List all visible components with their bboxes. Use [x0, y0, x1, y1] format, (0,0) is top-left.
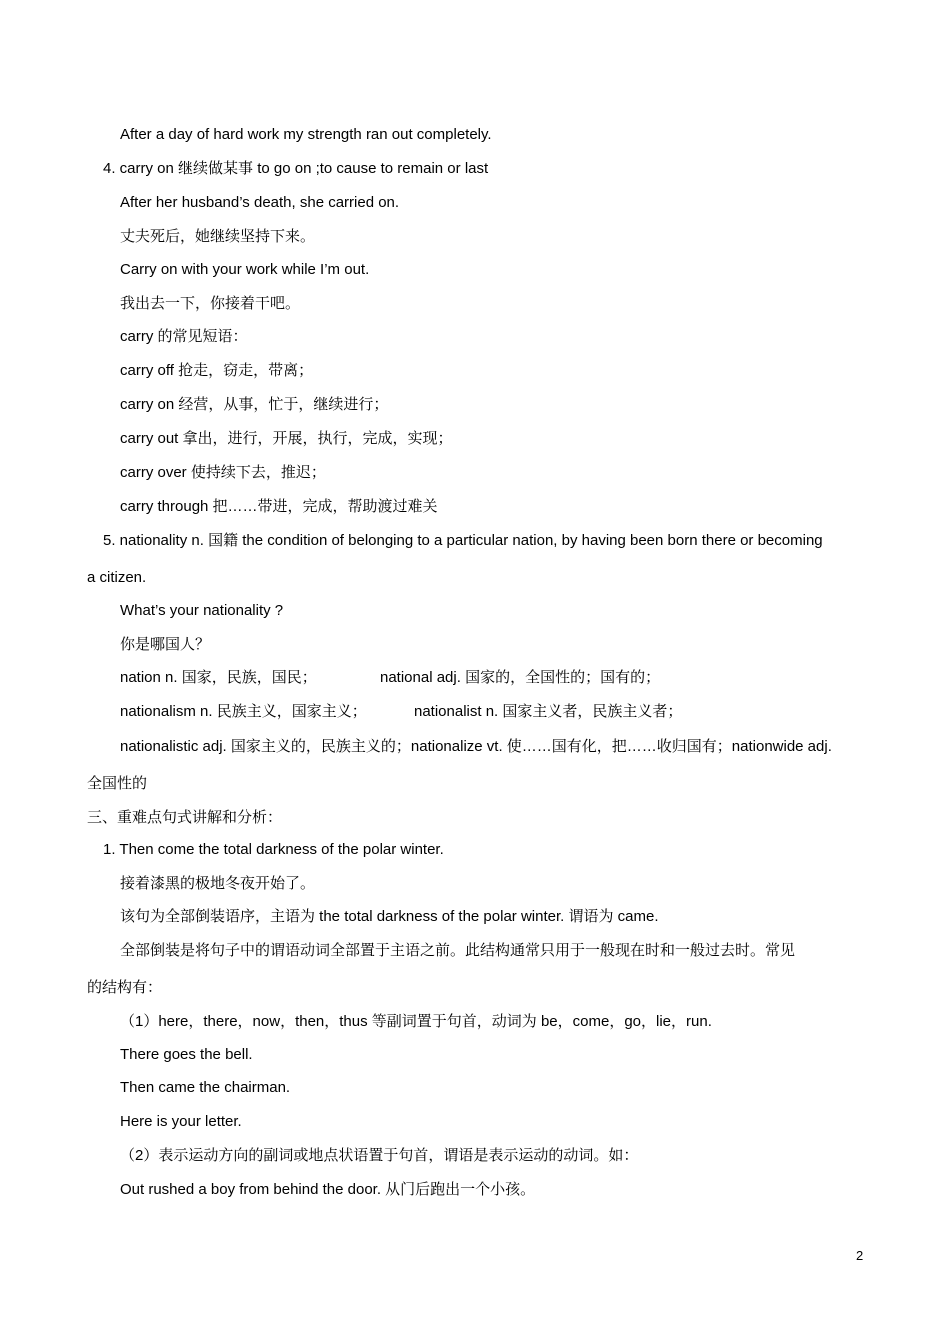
item-heading-4: 4. carry on 继续做某事 to go on ;to cause to remain or last	[103, 160, 489, 177]
text-line: 该句为全部倒装语序，主语为 the total darkness of the polar winter. 谓语为 came.	[120, 908, 659, 925]
text-line: Out rushed a boy from behind the door. 从门后跑出一个小孩。	[120, 1181, 536, 1198]
text-line: There goes the bell.	[120, 1046, 253, 1063]
text-line: 全部倒装是将句子中的谓语动词全部置于主语之前。此结构通常只用于一般现在时和一般过去时。常见	[120, 942, 796, 959]
text-line: carry over 使持续下去，推迟；	[120, 464, 326, 481]
subitem-1: （1）here，there，now，then，thus 等副词置于句首，动词为 be，come，go，lie，run.	[120, 1013, 712, 1030]
text-line: Here is your letter.	[120, 1113, 242, 1130]
text-line: 我出去一下，你接着干吧。	[120, 295, 301, 312]
text-line: Then came the chairman.	[120, 1079, 291, 1096]
text-line: carry on 经营，从事，忙于，继续进行；	[120, 396, 389, 413]
text-line: What’s your nationality ?	[120, 602, 284, 619]
text-line: nation n. 国家，民族，国民；	[120, 669, 317, 686]
text-line: 的结构有：	[87, 979, 163, 996]
text-line: nationalistic adj. 国家主义的，民族主义的；nationalize vt. 使……国有化，把……收归国有；nationwide adj.	[120, 738, 832, 755]
text-line: After a day of hard work my strength ran out completely.	[120, 126, 492, 143]
text-line: nationalist n. 国家主义者，民族主义者；	[414, 703, 683, 720]
text-line: carry through 把……带进，完成，帮助渡过难关	[120, 498, 438, 515]
page-number: 2	[856, 1248, 864, 1263]
text-line: Carry on with your work while I’m out.	[120, 261, 370, 278]
text-line: nationalism n. 民族主义，国家主义；	[120, 703, 367, 720]
item-heading-1: 1. Then come the total darkness of the polar winter.	[103, 841, 444, 858]
text-line: carry 的常见短语：	[120, 328, 248, 345]
text-line: carry out 拿出，进行，开展，执行，完成，实现；	[120, 430, 453, 447]
item-heading-5: 5. nationality n. 国籍 the condition of belonging to a particular nation, by having been born there or becoming	[103, 532, 823, 549]
section-heading: 三、重难点句式讲解和分析：	[87, 809, 283, 826]
text-line: 你是哪国人？	[120, 636, 211, 653]
text-line: national adj. 国家的，全国性的；国有的；	[380, 669, 661, 686]
text-line: a citizen.	[87, 569, 147, 586]
text-line: 接着漆黑的极地冬夜开始了。	[120, 875, 316, 892]
text-line: 丈夫死后，她继续坚持下来。	[120, 228, 316, 245]
text-line: carry off 抢走，窃走，带离；	[120, 362, 314, 379]
subitem-2: （2）表示运动方向的副词或地点状语置于句首，谓语是表示运动的动词。如：	[120, 1147, 639, 1164]
text-line: 全国性的	[87, 775, 148, 792]
text-line: After her husband’s death, she carried on.	[120, 194, 400, 211]
